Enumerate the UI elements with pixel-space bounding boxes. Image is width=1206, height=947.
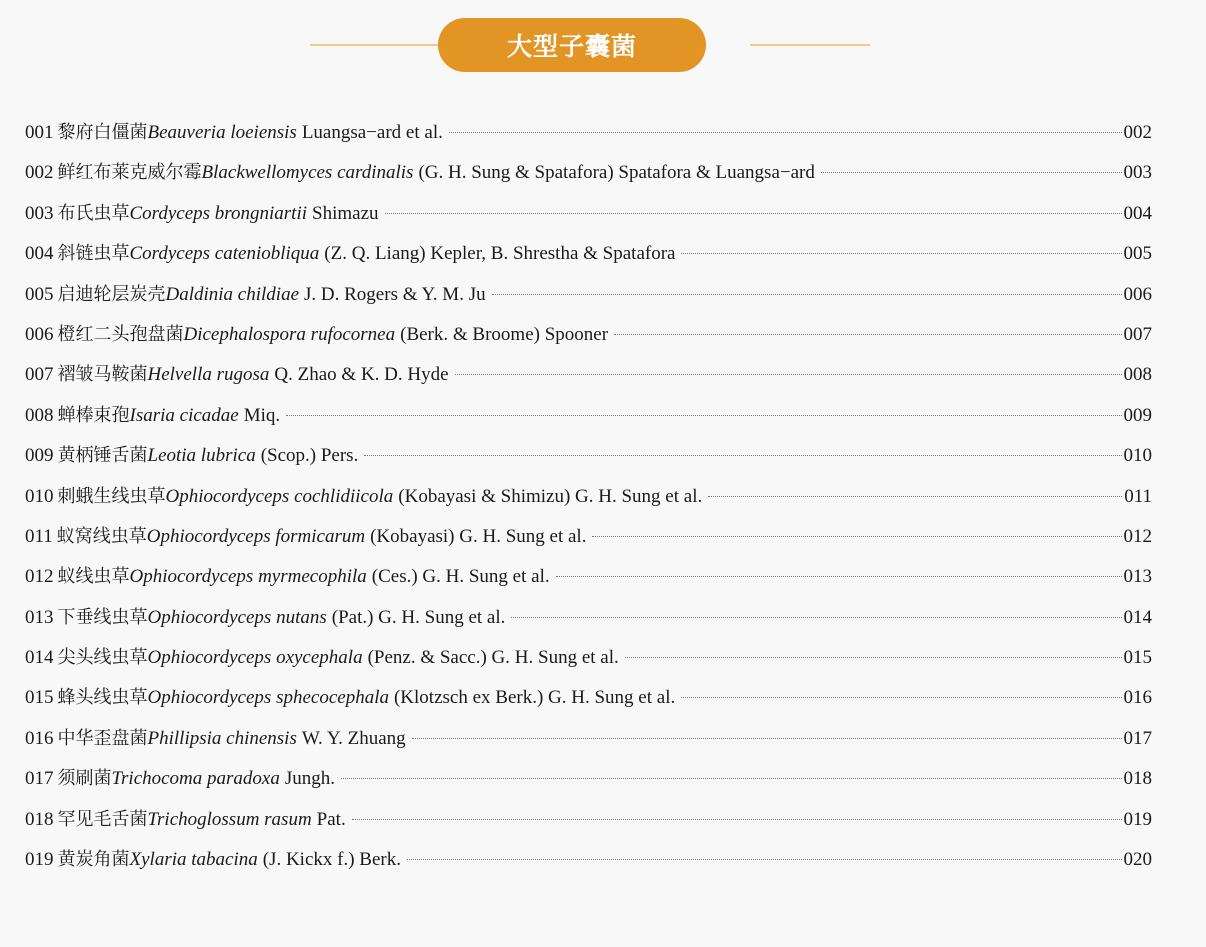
table-of-contents — [25, 118, 1152, 885]
dot-leader — [455, 374, 1122, 375]
author: Q. Zhao & K. D. Hyde — [274, 364, 449, 386]
chinese-name: 蚁窝线虫草 — [56, 525, 147, 547]
dot-leader — [364, 455, 1121, 456]
page-number: 011 — [1124, 485, 1152, 507]
latin-name: Xylaria tabacina — [129, 849, 258, 871]
toc-entry[interactable] — [25, 158, 1152, 198]
dot-leader — [407, 859, 1122, 860]
author: (Kobayasi) G. H. Sung et al. — [370, 525, 587, 547]
page-number: 017 — [1123, 727, 1152, 749]
author: (Penz. & Sacc.) G. H. Sung et al. — [367, 647, 619, 669]
dot-leader — [614, 334, 1121, 335]
chinese-name: 尖头线虫草 — [57, 647, 148, 669]
chinese-name: 中华歪盘菌 — [57, 727, 148, 749]
toc-entry[interactable] — [25, 683, 1152, 723]
chinese-name: 黄柄锤舌菌 — [57, 445, 148, 467]
toc-entry[interactable] — [25, 118, 1152, 158]
dot-leader — [449, 132, 1122, 133]
dot-leader — [681, 697, 1121, 698]
entry-number: 005 — [25, 283, 54, 305]
toc-entry[interactable] — [25, 805, 1152, 845]
author: (Pat.) G. H. Sung et al. — [331, 606, 506, 628]
latin-name: Trichocoma paradoxa — [111, 768, 280, 790]
toc-entry[interactable] — [25, 280, 1152, 320]
author: Luangsa−ard et al. — [301, 122, 443, 143]
toc-entry[interactable] — [25, 845, 1152, 885]
author: (J. Kickx f.) Berk. — [262, 849, 401, 871]
latin-name: Ophiocordyceps cochlidiicola — [165, 485, 394, 507]
latin-name: Blackwellomyces cardinalis — [201, 162, 414, 184]
entry-number: 006 — [25, 323, 54, 345]
dot-leader — [511, 617, 1121, 618]
chinese-name: 蝉棒束孢 — [57, 404, 130, 426]
entry-number: 008 — [25, 404, 54, 426]
author: W. Y. Zhuang — [301, 727, 406, 749]
chinese-name: 鲜红布莱克威尔霉 — [57, 162, 202, 184]
chinese-name: 刺蛾生线虫草 — [57, 485, 166, 507]
author: J. D. Rogers & Y. M. Ju — [304, 283, 486, 305]
latin-name: Ophiocordyceps formicarum — [146, 525, 366, 547]
chinese-name: 布氏虫草 — [57, 202, 130, 224]
entry-number: 004 — [25, 243, 54, 265]
dot-leader — [625, 657, 1122, 658]
toc-entry[interactable] — [25, 562, 1152, 602]
latin-name: Ophiocordyceps nutans — [147, 606, 327, 628]
author: (Scop.) Pers. — [260, 445, 359, 467]
latin-name: Beauveria loeiensis — [147, 122, 297, 143]
page-number: 012 — [1123, 525, 1152, 547]
header-divider-right — [750, 44, 870, 46]
page-number: 013 — [1123, 566, 1152, 588]
toc-entry[interactable] — [25, 764, 1152, 804]
page-number: 006 — [1123, 283, 1152, 305]
author: (Klotzsch ex Berk.) G. H. Sung et al. — [393, 687, 676, 709]
page-number: 018 — [1123, 768, 1152, 790]
dot-leader — [412, 738, 1122, 739]
page-number: 019 — [1123, 808, 1152, 830]
latin-name: Trichoglossum rasum — [147, 808, 312, 830]
chinese-name: 斜链虫草 — [57, 243, 130, 265]
page-number: 005 — [1123, 243, 1152, 265]
entry-number: 012 — [25, 566, 54, 588]
page-number: 015 — [1123, 647, 1152, 669]
latin-name: Helvella rugosa — [147, 364, 270, 386]
entry-number: 015 — [25, 687, 54, 709]
page-number: 003 — [1123, 162, 1152, 184]
dot-leader — [821, 172, 1122, 173]
page-number: 014 — [1123, 606, 1152, 628]
entry-number: 018 — [25, 808, 54, 830]
page-number: 002 — [1123, 122, 1152, 143]
entry-number: 003 — [25, 202, 54, 224]
chinese-name: 罕见毛舌菌 — [57, 808, 148, 830]
latin-name: Cordyceps cateniobliqua — [129, 243, 320, 265]
chinese-name: 黎府白僵菌 — [57, 122, 148, 143]
dot-leader — [286, 415, 1121, 416]
author: (G. H. Sung & Spatafora) Spatafora & Luangsa−ard — [418, 162, 815, 184]
page-number: 007 — [1123, 323, 1152, 345]
entry-number: 016 — [25, 727, 54, 749]
page-number: 009 — [1123, 404, 1152, 426]
toc-entry[interactable] — [25, 360, 1152, 400]
author: (Kobayasi & Shimizu) G. H. Sung et al. — [398, 485, 703, 507]
toc-entry[interactable] — [25, 724, 1152, 764]
latin-name: Leotia lubrica — [147, 445, 256, 467]
toc-entry[interactable] — [25, 320, 1152, 360]
toc-entry[interactable] — [25, 199, 1152, 239]
toc-entry[interactable] — [25, 482, 1152, 522]
dot-leader — [556, 576, 1122, 577]
header-divider-left — [310, 44, 440, 46]
author: Pat. — [316, 808, 346, 830]
dot-leader — [492, 294, 1122, 295]
dot-leader — [352, 819, 1122, 820]
latin-name: Isaria cicadae — [129, 404, 239, 426]
page-number: 008 — [1123, 364, 1152, 386]
chinese-name: 蜂头线虫草 — [57, 687, 148, 709]
dot-leader — [708, 496, 1122, 497]
chinese-name: 橙红二头孢盘菌 — [57, 323, 184, 345]
entry-number: 007 — [25, 364, 54, 386]
chinese-name: 褶皱马鞍菌 — [57, 364, 148, 386]
author: (Z. Q. Liang) Kepler, B. Shrestha & Spatafora — [324, 243, 676, 265]
toc-entry[interactable] — [25, 441, 1152, 481]
page-number: 004 — [1123, 202, 1152, 224]
page-number: 010 — [1123, 445, 1152, 467]
toc-entry[interactable] — [25, 522, 1152, 562]
author: Jungh. — [284, 768, 336, 790]
toc-entry[interactable] — [25, 401, 1152, 441]
entry-number: 019 — [25, 849, 54, 871]
chinese-name: 黄炭角菌 — [57, 849, 130, 871]
latin-name: Phillipsia chinensis — [147, 727, 297, 749]
latin-name: Dicephalospora rufocornea — [183, 323, 396, 345]
dot-leader — [341, 778, 1121, 779]
chinese-name: 启迪轮层炭壳 — [57, 283, 166, 305]
dot-leader — [592, 536, 1121, 537]
entry-number: 013 — [25, 606, 54, 628]
chinese-name: 须刷菌 — [57, 768, 112, 790]
entry-number: 002 — [25, 162, 54, 184]
toc-entry[interactable] — [25, 239, 1152, 279]
latin-name: Cordyceps brongniartii — [129, 202, 308, 224]
entry-number: 014 — [25, 647, 54, 669]
dot-leader — [681, 253, 1121, 254]
page-number: 016 — [1123, 687, 1152, 709]
author: (Ces.) G. H. Sung et al. — [371, 566, 550, 588]
toc-entry[interactable] — [25, 643, 1152, 683]
page-number: 020 — [1123, 849, 1152, 871]
entry-number: 011 — [25, 525, 53, 547]
toc-entry[interactable] — [25, 603, 1152, 643]
chinese-name: 下垂线虫草 — [57, 606, 148, 628]
section-header — [310, 18, 870, 64]
section-title: 大型子囊菌 — [438, 18, 706, 72]
latin-name: Daldinia childiae — [165, 283, 300, 305]
chinese-name: 蚁线虫草 — [57, 566, 130, 588]
author: Shimazu — [312, 202, 379, 224]
entry-number: 010 — [25, 485, 54, 507]
entry-number: 009 — [25, 445, 54, 467]
latin-name: Ophiocordyceps sphecocephala — [147, 687, 389, 709]
latin-name: Ophiocordyceps oxycephala — [147, 647, 363, 669]
latin-name: Ophiocordyceps myrmecophila — [129, 566, 367, 588]
dot-leader — [385, 213, 1122, 214]
entry-number: 017 — [25, 768, 54, 790]
author: Miq. — [243, 404, 281, 426]
entry-number: 001 — [25, 122, 54, 143]
author: (Berk. & Broome) Spooner — [400, 323, 609, 345]
